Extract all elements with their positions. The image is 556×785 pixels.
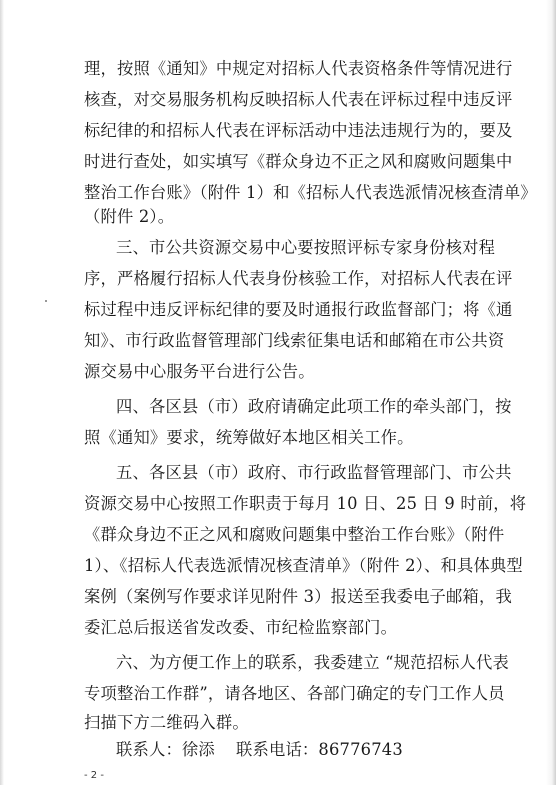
body-line [0,264,556,294]
body-line [0,582,556,612]
body-line-text: 委汇总后报送省发改委、市纪检监察部门。 [84,618,398,637]
body-line [0,613,556,643]
body-line-text: 案例（案例写作要求详见附件 3）报送至我委电子邮箱，我 [84,587,512,606]
body-line-text: 专项整治工作群”，请各地区、各部门确定的专门工作人员 [84,684,505,703]
paragraph-three-first-line: 三、市公共资源交易中心要按照评标专家身份核对程 [116,238,496,257]
body-line-text: 1）、《招标人代表选派情况核查清单》（附件 2）、和具体典型 [84,556,523,575]
body-line [0,233,556,263]
body-line [0,679,556,709]
body-line [0,326,556,356]
contact-person: 联系人：徐添 [116,740,215,759]
body-line [0,85,556,115]
body-line-text: 整治工作台账》（附件 1）和《招标人代表选派情况核查清单》 [84,183,537,202]
body-line [0,520,556,550]
body-line-text: （附件 2）。 [84,207,175,226]
paragraph-six-first-line: 六、为方便工作上的联系，我委建立 “规范招标人代表 [116,653,509,672]
body-line [0,458,556,488]
body-line [0,423,556,453]
body-line [0,708,556,738]
body-line-text: 源交易中心服务平台进行公告。 [84,362,315,381]
body-line [0,357,556,387]
body-line [0,116,556,146]
contact-phone: 联系电话：86776743 [236,740,403,759]
body-line [0,202,556,232]
body-line-text: 核查，对交易服务机构反映招标人代表在评标过程中违反评 [84,90,513,109]
body-line-text: 时进行查处，如实填写《群众身边不正之风和腐败问题集中 [84,152,513,171]
body-line-text: 照《通知》要求，统筹做好本地区相关工作。 [84,428,414,447]
body-line-text: 资源交易中心按照工作职责于每月 10 日、25 日 9 时前，将 [84,494,527,513]
body-line [0,295,556,325]
body-line-text: 知》、市行政监督管理部门线索征集电话和邮箱在市公共资 [84,331,505,350]
body-line [0,551,556,581]
body-line [0,489,556,519]
body-line-text: 《群众身边不正之风和腐败问题集中整治工作台账》（附件 [84,525,505,544]
contact-line [0,735,556,765]
paragraph-five-first-line: 五、各区县（市）政府、市行政监督管理部门、市公共 [116,463,512,482]
body-line [0,147,556,177]
paragraph-four-first-line: 四、各区县（市）政府请确定此项工作的牵头部门，按 [116,397,512,416]
body-line-text: 序，严格履行招标人代表身份核验工作，对招标人代表在评 [84,269,513,288]
body-line-text: 标纪律的和招标人代表在评标活动中违法违规行为的，要及 [84,121,513,140]
body-line-text: 扫描下方二维码入群。 [84,713,249,732]
body-line [0,648,556,678]
body-line-text: 理，按照《通知》中规定对招标人代表资格条件等情况进行 [84,59,513,78]
body-line [0,392,556,422]
body-line [0,54,556,84]
page-number: - 2 - [84,770,104,781]
body-line-text: 标过程中违反评标纪律的要及时通报行政监督部门；将《通 [84,300,513,319]
